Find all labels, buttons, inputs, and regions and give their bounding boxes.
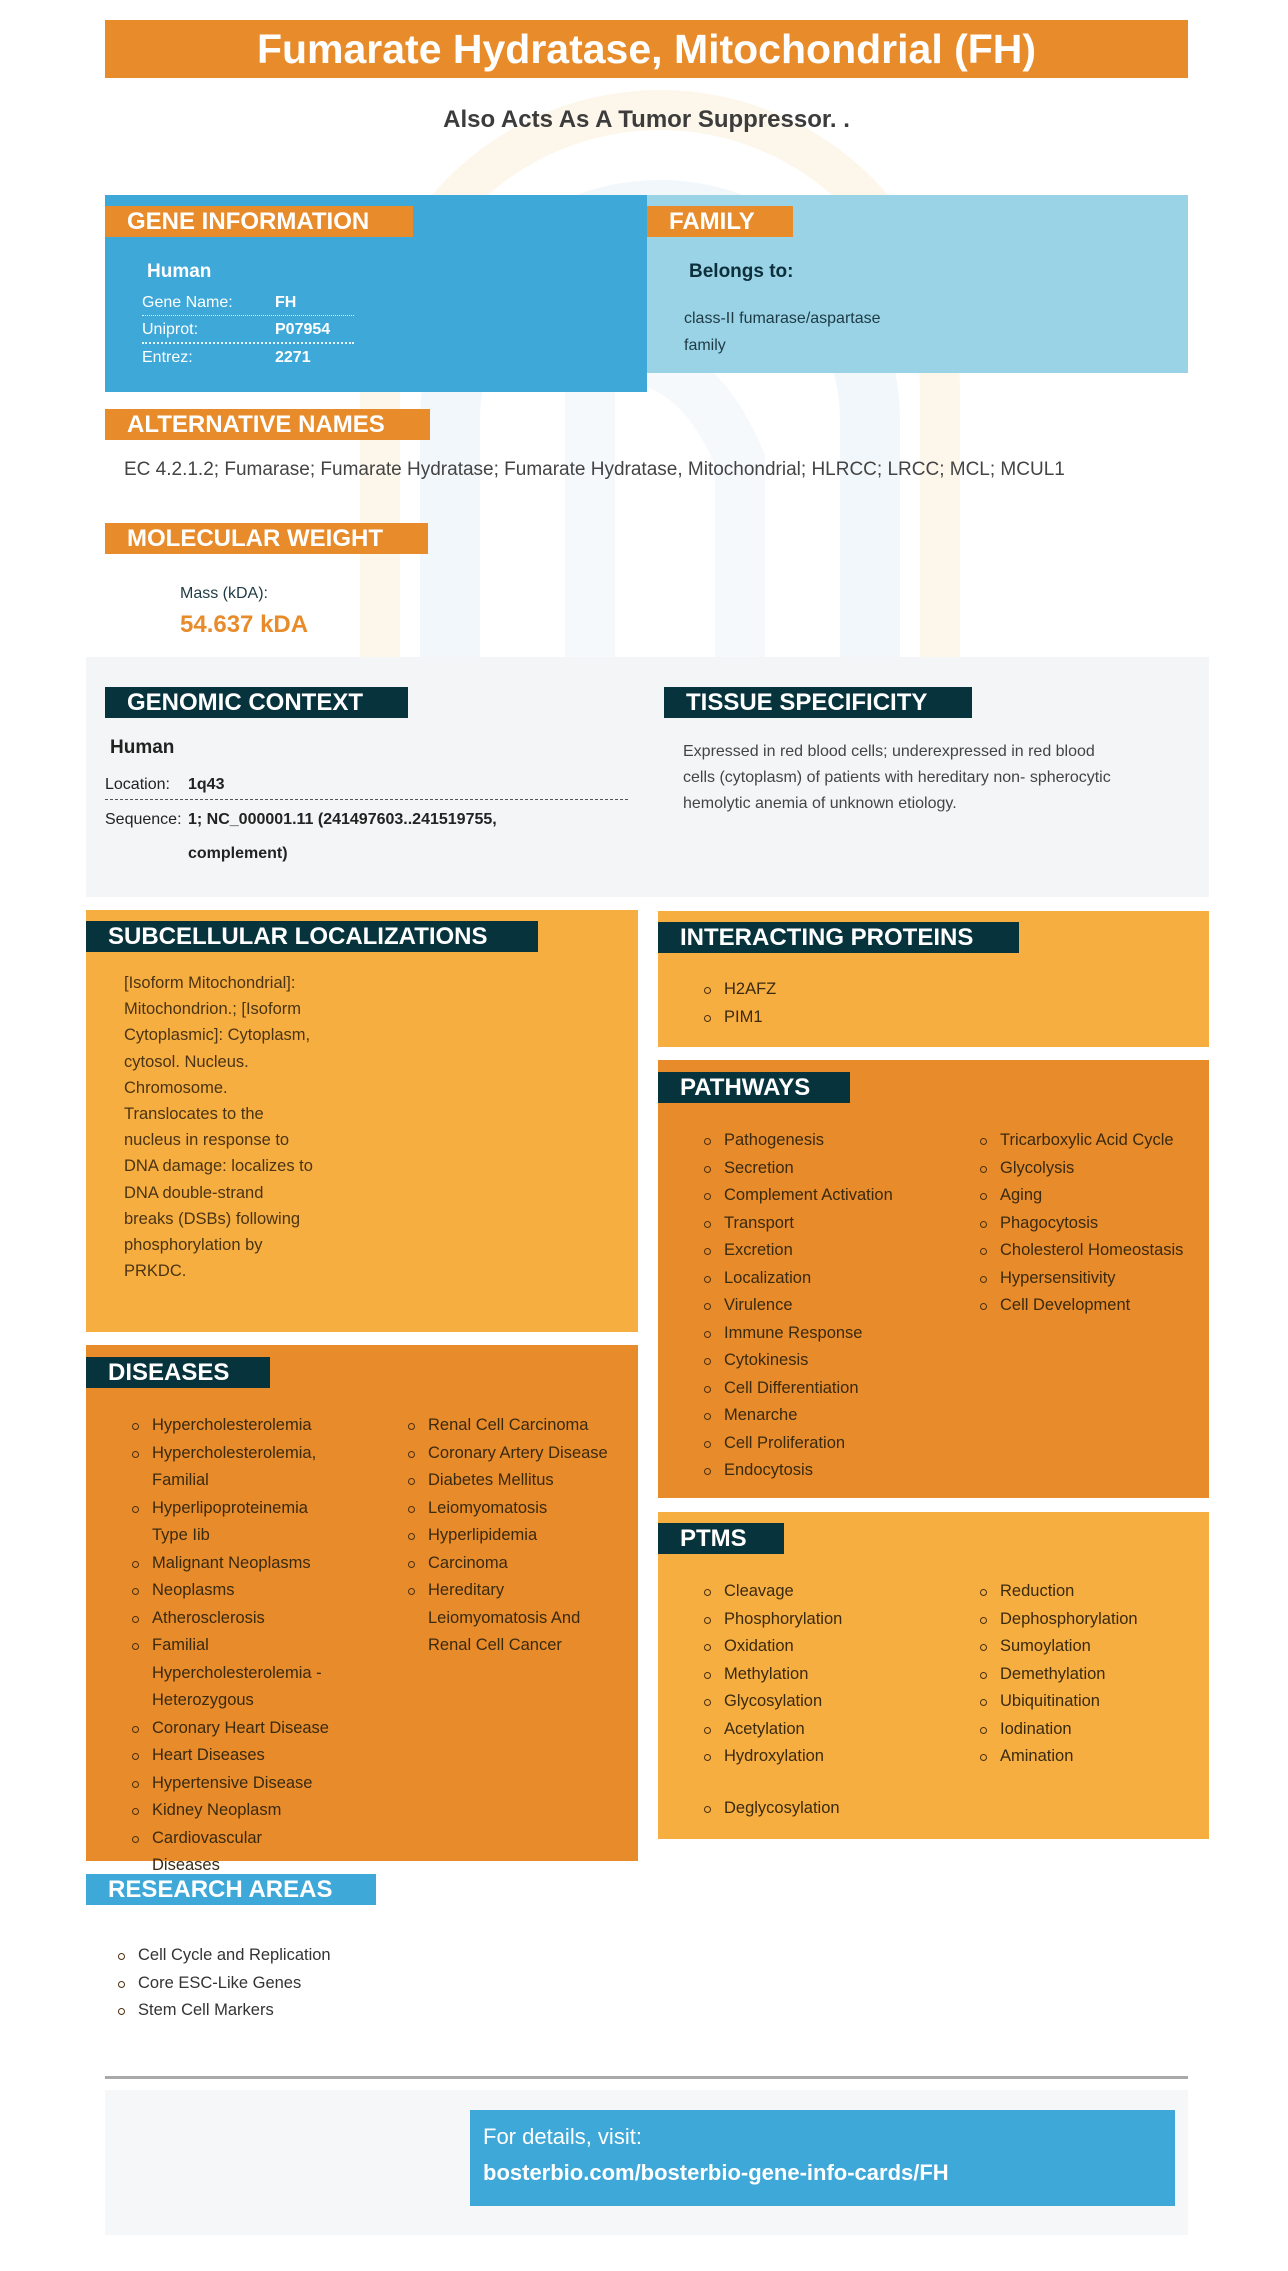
entrez-row	[142, 349, 311, 367]
family-heading: FAMILY	[647, 206, 793, 237]
list-item: Secretion	[702, 1155, 893, 1183]
list-item: Hypercholesterolemia	[130, 1412, 330, 1440]
list-item: Hereditary Leiomyomatosis And Renal Cell Cancer	[406, 1577, 596, 1660]
list-item: Oxidation	[702, 1633, 842, 1661]
molecular-weight-heading: MOLECULAR WEIGHT	[105, 523, 428, 554]
page-title: Fumarate Hydratase, Mitochondrial (FH)	[105, 20, 1188, 78]
subcellular-line: nucleus in response to	[124, 1131, 290, 1150]
list-item: Phosphorylation	[702, 1606, 842, 1634]
subcellular-line: phosphorylation by	[124, 1236, 263, 1255]
list-item: Carcinoma	[406, 1550, 631, 1578]
subcellular-line: DNA damage: localizes to	[124, 1157, 313, 1176]
list-item: Coronary Heart Disease	[130, 1715, 330, 1743]
list-item: Pathogenesis	[702, 1127, 893, 1155]
list-item: Amination	[978, 1743, 1138, 1771]
list-item: Deglycosylation	[702, 1795, 840, 1823]
list-item: Hypertensive Disease	[130, 1770, 330, 1798]
subcellular-line: breaks (DSBs) following	[124, 1209, 301, 1228]
uniprot-row	[142, 321, 354, 344]
details-label: For details, visit:	[483, 2124, 642, 2149]
list-item: PIM1	[702, 1004, 776, 1032]
interacting-proteins-list	[702, 976, 776, 1031]
mass-value: 54.637 kDA	[180, 611, 309, 638]
tissue-specificity-heading: TISSUE SPECIFICITY	[664, 687, 972, 718]
subcellular-heading: SUBCELLULAR LOCALIZATIONS	[86, 921, 538, 952]
list-item: Core ESC-Like Genes	[116, 1970, 331, 1998]
details-link[interactable]: bosterbio.com/bosterbio-gene-info-cards/FH	[483, 2160, 949, 2185]
list-item: Reduction	[978, 1578, 1138, 1606]
subcellular-line: DNA double-strand	[124, 1183, 264, 1202]
gene-species: Human	[147, 261, 212, 282]
sequence-value-line2: complement)	[188, 845, 288, 862]
genomic-context-heading: GENOMIC CONTEXT	[105, 687, 408, 718]
sequence-label: Sequence:	[105, 811, 182, 828]
subcellular-line: PRKDC.	[124, 1262, 187, 1281]
list-item: Kidney Neoplasm	[130, 1797, 330, 1825]
list-item: H2AFZ	[702, 976, 776, 1004]
pathways-heading: PATHWAYS	[658, 1072, 850, 1103]
list-item: Transport	[702, 1210, 893, 1238]
subcellular-line: [Isoform Mitochondrial]:	[124, 974, 296, 992]
list-item: Hypersensitivity	[978, 1265, 1183, 1293]
uniprot-value: P07954	[275, 321, 331, 338]
list-item: Stem Cell Markers	[116, 1997, 331, 2025]
gene-name-label: Gene Name:	[142, 294, 233, 311]
gene-information-heading: GENE INFORMATION	[105, 206, 413, 237]
location-value: 1q43	[188, 776, 225, 793]
list-item: Cell Differentiation	[702, 1375, 893, 1403]
pathways-list-col2	[978, 1127, 1183, 1320]
diseases-list-col1	[130, 1412, 330, 1880]
list-item: Dephosphorylation	[978, 1606, 1138, 1634]
list-item: Coronary Artery Disease	[406, 1440, 631, 1468]
belongs-to-label: Belongs to:	[689, 261, 794, 282]
details-callout	[470, 2110, 1175, 2206]
list-item: Cell Proliferation	[702, 1430, 893, 1458]
list-item: Virulence	[702, 1292, 893, 1320]
list-item: Familial Hypercholesterolemia - Heterozygous	[130, 1632, 330, 1715]
list-item: Methylation	[702, 1661, 842, 1689]
subcellular-panel	[86, 910, 638, 1332]
list-item: Localization	[702, 1265, 893, 1293]
research-areas-list	[116, 1942, 331, 2025]
interacting-proteins-panel	[658, 911, 1209, 1047]
family-value-line1: class-II fumarase/aspartase	[684, 310, 881, 327]
list-item: Diabetes Mellitus	[406, 1467, 631, 1495]
list-item: Atherosclerosis	[130, 1605, 330, 1633]
list-item: Heart Diseases	[130, 1742, 330, 1770]
interacting-proteins-heading: INTERACTING PROTEINS	[658, 922, 1019, 953]
sequence-row	[105, 811, 497, 829]
family-value-line2: family	[684, 337, 726, 354]
list-item: Hypercholesterolemia, Familial	[130, 1440, 330, 1495]
list-item: Cytokinesis	[702, 1347, 893, 1375]
subcellular-line: Chromosome.	[124, 1078, 228, 1097]
footer-divider	[105, 2076, 1188, 2079]
list-item: Demethylation	[978, 1661, 1138, 1689]
ptms-list-extra	[702, 1795, 840, 1823]
list-item: Menarche	[702, 1402, 893, 1430]
list-item: Cell Development	[978, 1292, 1183, 1320]
ptms-heading: PTMS	[658, 1523, 784, 1554]
list-item: Malignant Neoplasms	[130, 1550, 330, 1578]
alternative-names-text: EC 4.2.1.2; Fumarase; Fumarate Hydratase; Fumarate Hydratase, Mitochondrial; HLRCC; LRCC; MCL; MCUL1	[124, 459, 1065, 480]
list-item: Sumoylation	[978, 1633, 1138, 1661]
list-item: Leiomyomatosis	[406, 1495, 631, 1523]
list-item: Hyperlipoproteinemia Type Iib	[130, 1495, 330, 1550]
tissue-specificity-text	[683, 739, 1111, 817]
watermark-logo-icon	[360, 60, 960, 760]
list-item: Hyperlipidemia	[406, 1522, 631, 1550]
gene-name-row	[142, 294, 354, 316]
family-panel	[647, 195, 1188, 373]
genomic-species: Human	[110, 737, 175, 758]
subcellular-line: Translocates to the	[124, 1105, 264, 1124]
tissue-line: Expressed in red blood cells; underexpressed in red blood	[683, 743, 1095, 760]
list-item: Cell Cycle and Replication	[116, 1942, 331, 1970]
diseases-heading: DISEASES	[86, 1357, 270, 1388]
diseases-list-col2	[406, 1412, 631, 1660]
list-item: Glycolysis	[978, 1155, 1183, 1183]
pathways-list-col1	[702, 1127, 893, 1485]
entrez-value: 2271	[275, 349, 311, 366]
list-item: Excretion	[702, 1237, 893, 1265]
gene-name-value: FH	[275, 294, 297, 311]
list-item: Aging	[978, 1182, 1183, 1210]
subcellular-line: Cytoplasmic]: Cytoplasm,	[124, 1026, 311, 1045]
location-row	[105, 776, 628, 800]
subcellular-line: cytosol. Nucleus.	[124, 1052, 249, 1071]
list-item: Cholesterol Homeostasis	[978, 1237, 1183, 1265]
list-item: Immune Response	[702, 1320, 893, 1348]
list-item: Cardiovascular Diseases	[130, 1825, 330, 1880]
tissue-line: cells (cytoplasm) of patients with hereditary non- spherocytic	[683, 769, 1111, 786]
list-item: Tricarboxylic Acid Cycle	[978, 1127, 1183, 1155]
list-item: Complement Activation	[702, 1182, 893, 1210]
list-item: Acetylation	[702, 1716, 842, 1744]
list-item: Ubiquitination	[978, 1688, 1138, 1716]
list-item: Glycosylation	[702, 1688, 842, 1716]
location-label: Location:	[105, 776, 170, 793]
subcellular-line: Mitochondrion.; [Isoform	[124, 1000, 301, 1019]
subcellular-text	[124, 970, 313, 1284]
list-item: Endocytosis	[702, 1457, 893, 1485]
mass-label: Mass (kDA):	[180, 585, 268, 602]
ptms-list-col1	[702, 1578, 842, 1771]
tissue-line: hemolytic anemia of unknown etiology.	[683, 795, 957, 812]
list-item: Phagocytosis	[978, 1210, 1183, 1238]
alternative-names-heading: ALTERNATIVE NAMES	[105, 409, 430, 440]
ptms-list-col2	[978, 1578, 1138, 1771]
uniprot-label: Uniprot:	[142, 321, 199, 338]
gene-information-panel	[105, 195, 647, 392]
list-item: Cleavage	[702, 1578, 842, 1606]
page-subtitle: Also Acts As A Tumor Suppressor. .	[443, 106, 850, 133]
pathways-panel	[658, 1060, 1209, 1498]
sequence-value-line1: 1; NC_000001.11 (241497603..241519755,	[188, 811, 497, 828]
list-item: Renal Cell Carcinoma	[406, 1412, 631, 1440]
entrez-label: Entrez:	[142, 349, 193, 366]
list-item: Neoplasms	[130, 1577, 330, 1605]
list-item: Iodination	[978, 1716, 1138, 1744]
diseases-panel	[86, 1345, 638, 1874]
list-item: Hydroxylation	[702, 1743, 842, 1771]
research-areas-heading: RESEARCH AREAS	[86, 1874, 376, 1905]
ptms-panel	[658, 1512, 1209, 1839]
